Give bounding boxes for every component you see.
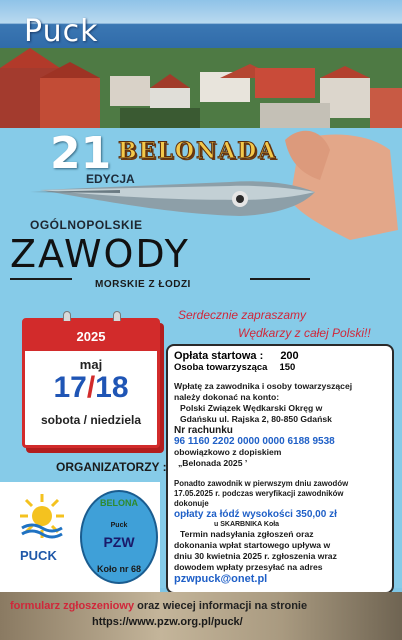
bank-line1: Polski Związek Wędkarski Okręg w [180, 403, 323, 413]
boat-fee: opłaty za łódź wysokości 350,00 zł [174, 509, 337, 520]
calendar-day-end: 18 [95, 371, 129, 404]
companion-fee-row [174, 362, 386, 373]
calendar-year: 2025 [76, 328, 106, 344]
pay-line1: Ponadto zawodnik w pierwszym dniu zawodów [174, 479, 349, 488]
contact-email-link[interactable]: pzwpuck@onet.pl [174, 573, 268, 585]
invite-line2: Wędkarzy z całej Polski!! [238, 326, 371, 340]
note-line: obowiązkowo z dopiskiem [174, 447, 282, 457]
edition-number: 21 [50, 128, 112, 179]
account-number: 96 1160 2202 0000 0000 6188 9538 [174, 436, 335, 447]
club-name: BELONA [100, 498, 138, 508]
town-title: Puck [24, 14, 99, 49]
deadline-line3: dniu 30 kwietnia 2025 r. zgłoszenia wraz [174, 551, 337, 561]
transfer-line2: należy dokonać na konto: [174, 392, 280, 402]
rooftops-illustration [0, 48, 402, 128]
event-type-line1: OGÓLNOPOLSKIE [30, 218, 143, 232]
edition-word: EDYCJA [86, 172, 135, 186]
footer-info [10, 600, 307, 612]
deadline-line4: dowodem wpłaty przesyłać na adres [174, 562, 323, 572]
fee-label: Opłata startowa : [174, 350, 264, 362]
deadline-line2: dokonania wpłat startowego upływa w [174, 540, 331, 550]
registration-form-link[interactable]: formularz zgłoszeniowy [10, 600, 135, 612]
bank-line2: Gdańsku ul. Rajska 2, 80-850 Gdańsk [180, 414, 332, 424]
club-town: Puck [110, 522, 128, 529]
event-subtitle: MORSKIE Z ŁODZI [95, 279, 191, 290]
puck-logo-text: PUCK [20, 548, 57, 563]
calendar-header [25, 321, 157, 351]
transfer-line1: Wpłatę za zawodnika i osoby towarzyszącej [174, 381, 353, 391]
registration-info-box [166, 344, 394, 594]
town-photo [0, 0, 402, 128]
fee-row [174, 350, 386, 362]
pzw-club-logo [80, 490, 158, 584]
pay-line3: dokonuje [174, 499, 209, 508]
sun-logo-icon [18, 492, 66, 540]
club-number: Koło nr 68 [96, 564, 141, 574]
calendar-month: maj [79, 357, 103, 372]
fee-value: 200 [280, 350, 299, 362]
calendar-day-start: 17 [53, 371, 87, 404]
note-value: „Belonada 2025 ’ [178, 458, 248, 468]
pay-line2: 17.05.2025 r. podczas weryfikacji zawodników [174, 489, 344, 498]
website-link[interactable]: https://www.pzw.org.pl/puck/ [92, 616, 243, 628]
event-type-line2: ZAWODY [10, 232, 190, 276]
divider-left [10, 278, 72, 280]
companion-value: 150 [279, 362, 296, 373]
account-label: Nr rachunku [174, 425, 233, 436]
calendar-slash: / [86, 371, 96, 404]
footer-more-text: oraz wiecej informacji na stronie [137, 600, 308, 612]
divider-right [250, 278, 310, 280]
companion-label: Osoba towarzysząca [174, 362, 268, 373]
invite-line1: Serdecznie zapraszamy [178, 308, 307, 322]
calendar-weekdays: sobota / niedziela [40, 413, 142, 427]
boat-fee-note: u SKARBNIKA Koła [214, 521, 280, 528]
date-calendar [22, 318, 160, 448]
event-name: BELONADA [118, 138, 278, 164]
club-abbr: PZW [103, 534, 135, 550]
organizers-label: ORGANIZATORZY : [56, 460, 167, 474]
calendar-days [25, 371, 157, 405]
deadline-line1: Termin nadsyłania zgłoszeń oraz [180, 529, 314, 539]
